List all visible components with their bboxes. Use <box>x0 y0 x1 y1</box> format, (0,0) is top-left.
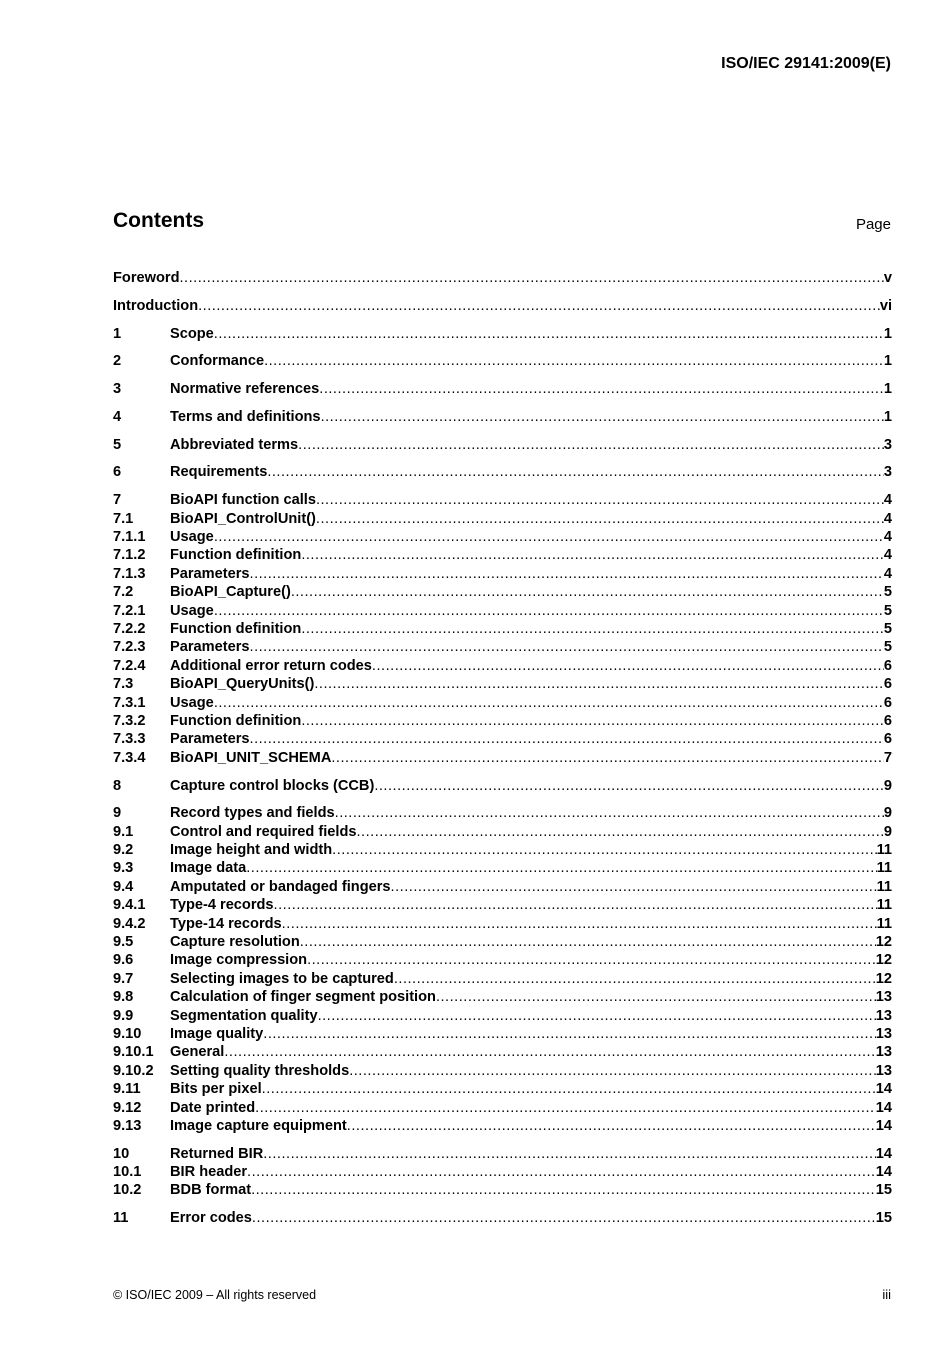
toc-entry-number: 9.2 <box>113 842 134 859</box>
toc-dot-leader <box>264 352 884 370</box>
toc-entry-page: v <box>883 270 892 286</box>
toc-dot-leader <box>255 1099 876 1117</box>
toc-dot-leader <box>318 1007 876 1025</box>
table-of-contents <box>113 269 892 1228</box>
toc-entry[interactable] <box>113 1025 892 1043</box>
toc-entry-number: 9.10.2 <box>113 1062 154 1079</box>
toc-entry[interactable] <box>113 712 892 730</box>
toc-entry-page: 13 <box>875 989 892 1006</box>
toc-entry-title: BioAPI_QueryUnits() <box>170 676 315 693</box>
toc-dot-leader <box>314 675 884 693</box>
toc-entry-title: Image data <box>170 860 247 877</box>
toc-dot-leader <box>347 1117 876 1135</box>
toc-entry-title: Capture resolution <box>170 934 300 951</box>
toc-entry-number: 10.2 <box>113 1182 142 1199</box>
toc-dot-leader <box>436 988 876 1006</box>
toc-entry-page: 1 <box>883 325 892 342</box>
toc-entry[interactable] <box>113 915 892 933</box>
toc-entry-page: 13 <box>875 1007 892 1024</box>
toc-dot-leader <box>301 546 884 564</box>
toc-entry-title: BioAPI_ControlUnit() <box>170 510 316 527</box>
toc-entry[interactable] <box>113 1007 892 1025</box>
toc-entry-page: 11 <box>876 860 892 877</box>
toc-entry-number: 7.1.1 <box>113 529 146 546</box>
toc-dot-leader <box>307 951 876 969</box>
toc-entry-page: 15 <box>875 1210 892 1227</box>
toc-dot-leader <box>252 1209 876 1227</box>
toc-entry[interactable] <box>113 749 892 767</box>
toc-dot-leader <box>372 657 884 675</box>
toc-entry-number: 7.1.3 <box>113 565 146 582</box>
toc-entry-page: 11 <box>876 897 892 914</box>
toc-entry-number: 7.3.1 <box>113 694 146 711</box>
toc-entry-number: 9.8 <box>113 989 134 1006</box>
toc-entry-number: 9.4.1 <box>113 897 146 914</box>
toc-entry-page: 3 <box>883 464 892 481</box>
toc-entry-number: 7.3 <box>113 676 134 693</box>
toc-entry-number: 2 <box>113 353 122 370</box>
toc-dot-leader <box>250 565 884 583</box>
toc-entry-page: 12 <box>875 934 892 951</box>
toc-dot-leader <box>246 859 876 877</box>
toc-entry[interactable] <box>113 1181 892 1199</box>
toc-entry[interactable] <box>113 694 892 712</box>
page-column-label: Page <box>855 216 891 233</box>
toc-entry-page: 4 <box>883 565 892 582</box>
toc-entry[interactable] <box>113 970 892 988</box>
toc-entry-page: 4 <box>883 529 892 546</box>
toc-entry[interactable] <box>113 730 892 748</box>
toc-entry[interactable] <box>113 380 892 398</box>
toc-dot-leader <box>331 749 884 767</box>
toc-dot-leader <box>267 463 884 481</box>
toc-entry[interactable] <box>113 436 892 454</box>
toc-entry-number: 9.1 <box>113 823 134 840</box>
toc-entry-number: 1 <box>113 325 122 342</box>
toc-entry-title: Function definition <box>170 712 302 729</box>
toc-entry-page: 13 <box>875 1062 892 1079</box>
toc-entry-title: BDB format <box>170 1182 252 1199</box>
toc-entry-page: 14 <box>875 1117 892 1134</box>
toc-entry-title: Conformance <box>170 353 265 370</box>
toc-entry-page: 14 <box>875 1081 892 1098</box>
toc-entry-number: 5 <box>113 436 122 453</box>
toc-entry-title: Function definition <box>170 620 302 637</box>
toc-entry-number: 9.10 <box>113 1025 142 1042</box>
toc-dot-leader <box>250 638 884 656</box>
toc-entry[interactable] <box>113 933 892 951</box>
toc-entry-page: 4 <box>883 547 892 564</box>
toc-entry[interactable] <box>113 1163 892 1181</box>
toc-entry[interactable] <box>113 988 892 1006</box>
toc-entry-number: 10 <box>113 1145 130 1162</box>
toc-entry-title: Introduction <box>113 297 199 314</box>
toc-dot-leader <box>263 1025 876 1043</box>
toc-entry[interactable] <box>113 325 892 343</box>
toc-entry-page: 13 <box>875 1025 892 1042</box>
toc-entry-title: Parameters <box>170 731 250 748</box>
toc-entry-page: 1 <box>883 408 892 425</box>
toc-entry[interactable] <box>113 1099 892 1117</box>
toc-entry[interactable] <box>113 675 892 693</box>
toc-entry[interactable] <box>113 878 892 896</box>
toc-entry-number: 9.11 <box>113 1081 141 1098</box>
toc-entry[interactable] <box>113 1117 892 1135</box>
toc-entry[interactable] <box>113 1145 892 1163</box>
toc-entry[interactable] <box>113 528 892 546</box>
toc-entry-number: 7.2.1 <box>113 602 146 619</box>
toc-entry-number: 9.13 <box>113 1117 142 1134</box>
toc-entry-title: Parameters <box>170 639 250 656</box>
toc-entry-page: 12 <box>875 970 892 987</box>
toc-entry-number: 10.1 <box>113 1164 142 1181</box>
toc-entry-page: 14 <box>875 1164 892 1181</box>
toc-entry[interactable] <box>113 546 892 564</box>
toc-entry-title: Type-4 records <box>170 897 274 914</box>
toc-entry-page: 4 <box>883 510 892 527</box>
toc-entry-title: Error codes <box>170 1210 252 1227</box>
toc-entry-page: 4 <box>883 492 892 509</box>
toc-entry-title: Image quality <box>170 1025 264 1042</box>
toc-entry-number: 7.3.2 <box>113 712 146 729</box>
toc-entry-number: 7.2.4 <box>113 657 146 674</box>
toc-dot-leader <box>291 583 884 601</box>
page-title: Contents <box>113 209 204 232</box>
toc-entry-title: Date printed <box>170 1099 256 1116</box>
toc-entry-title: Terms and definitions <box>170 408 321 425</box>
toc-entry-title: Selecting images to be captured <box>170 970 394 987</box>
toc-entry-page: 6 <box>883 676 892 693</box>
toc-dot-leader <box>274 896 877 914</box>
toc-entry-title: Usage <box>170 602 214 619</box>
toc-dot-leader <box>332 841 876 859</box>
toc-entry-page: 6 <box>883 694 892 711</box>
toc-entry[interactable] <box>113 408 892 426</box>
toc-entry-page: 9 <box>883 823 892 840</box>
toc-entry-number: 9 <box>113 805 122 822</box>
toc-entry-title: Function definition <box>170 547 302 564</box>
toc-entry[interactable] <box>113 638 892 656</box>
toc-dot-leader <box>247 1163 876 1181</box>
toc-entry-number: 9.6 <box>113 952 134 969</box>
toc-entry-title: Normative references <box>170 381 320 398</box>
toc-entry-number: 7.1 <box>113 510 134 527</box>
toc-entry-number: 7.2.3 <box>113 639 146 656</box>
toc-entry-page: 5 <box>883 639 892 656</box>
toc-dot-leader <box>316 491 884 509</box>
toc-dot-leader <box>214 528 884 546</box>
toc-dot-leader <box>179 269 883 287</box>
toc-entry[interactable] <box>113 297 892 315</box>
toc-entry-title: Requirements <box>170 464 268 481</box>
toc-entry-number: 9.9 <box>113 1007 134 1024</box>
toc-dot-leader <box>298 436 884 454</box>
toc-entry-page: 1 <box>883 353 892 370</box>
toc-entry-title: Setting quality thresholds <box>170 1062 350 1079</box>
toc-entry-number: 9.7 <box>113 970 134 987</box>
toc-dot-leader <box>300 933 876 951</box>
toc-dot-leader <box>282 915 877 933</box>
toc-entry-number: 9.5 <box>113 934 134 951</box>
toc-entry-title: Capture control blocks (CCB) <box>170 777 375 794</box>
toc-entry-page: 9 <box>883 777 892 794</box>
toc-dot-leader <box>251 1181 876 1199</box>
toc-entry-page: 13 <box>875 1044 892 1061</box>
toc-entry-page: 5 <box>883 584 892 601</box>
toc-dot-leader <box>250 730 884 748</box>
toc-entry[interactable] <box>113 823 892 841</box>
document-id: ISO/IEC 29141:2009(E) <box>721 55 891 72</box>
toc-entry-page: 6 <box>883 731 892 748</box>
toc-entry-number: 9.4 <box>113 878 134 895</box>
toc-entry-title: Foreword <box>113 270 180 286</box>
toc-dot-leader <box>391 878 877 896</box>
toc-entry-number: 3 <box>113 381 122 398</box>
toc-entry[interactable] <box>113 951 892 969</box>
toc-entry-title: Image compression <box>170 952 308 969</box>
toc-dot-leader <box>262 1080 876 1098</box>
toc-entry-title: Control and required fields <box>170 823 357 840</box>
toc-dot-leader <box>357 823 884 841</box>
toc-entry-page: 6 <box>883 712 892 729</box>
toc-dot-leader <box>214 694 884 712</box>
toc-entry-number: 9.12 <box>113 1099 142 1116</box>
toc-entry-number: 9.10.1 <box>113 1044 154 1061</box>
toc-entry-page: 5 <box>883 602 892 619</box>
toc-entry-title: Returned BIR <box>170 1145 264 1162</box>
toc-entry[interactable] <box>113 602 892 620</box>
toc-dot-leader <box>316 510 884 528</box>
toc-entry-page: 1 <box>883 381 892 398</box>
toc-dot-leader <box>349 1062 876 1080</box>
toc-entry-title: BioAPI function calls <box>170 492 316 509</box>
toc-dot-leader <box>335 804 884 822</box>
toc-entry[interactable] <box>113 583 892 601</box>
toc-dot-leader <box>301 620 884 638</box>
toc-entry[interactable] <box>113 1043 892 1061</box>
toc-entry-page: 11 <box>876 878 892 895</box>
toc-dot-leader <box>198 297 880 315</box>
toc-entry-number: 8 <box>113 777 122 794</box>
toc-entry-title: BioAPI_UNIT_SCHEMA <box>170 749 332 766</box>
toc-entry[interactable] <box>113 1062 892 1080</box>
toc-dot-leader <box>321 408 884 426</box>
toc-entry[interactable] <box>113 510 892 528</box>
toc-dot-leader <box>224 1043 875 1061</box>
toc-entry-number: 9.4.2 <box>113 915 146 932</box>
toc-entry-page: 3 <box>883 436 892 453</box>
toc-entry[interactable] <box>113 352 892 370</box>
toc-entry-title: Segmentation quality <box>170 1007 318 1024</box>
toc-entry[interactable] <box>113 896 892 914</box>
toc-dot-leader <box>214 325 884 343</box>
toc-entry-title: Record types and fields <box>170 805 335 822</box>
toc-entry-page: 5 <box>883 620 892 637</box>
toc-entry-title: Usage <box>170 694 214 711</box>
toc-entry[interactable] <box>113 269 892 287</box>
toc-entry-number: 7.3.4 <box>113 749 146 766</box>
toc-entry[interactable] <box>113 463 892 481</box>
toc-entry-number: 7 <box>113 492 122 509</box>
toc-entry[interactable] <box>113 804 892 822</box>
toc-entry-page: 14 <box>875 1145 892 1162</box>
toc-dot-leader <box>301 712 884 730</box>
toc-entry-page: 9 <box>883 805 892 822</box>
toc-entry-number: 7.1.2 <box>113 547 146 564</box>
toc-entry-number: 9.3 <box>113 860 134 877</box>
footer-copyright: © ISO/IEC 2009 – All rights reserved <box>113 1288 317 1302</box>
toc-entry[interactable] <box>113 859 892 877</box>
toc-entry-page: vi <box>879 297 892 314</box>
toc-entry-title: Parameters <box>170 565 250 582</box>
toc-entry-title: Scope <box>170 325 214 342</box>
footer-page-number: iii <box>882 1287 891 1302</box>
toc-dot-leader <box>214 602 884 620</box>
toc-dot-leader <box>374 777 884 795</box>
toc-entry[interactable] <box>113 565 892 583</box>
toc-entry-title: BIR header <box>170 1164 248 1181</box>
toc-entry-title: Additional error return codes <box>170 657 372 674</box>
toc-entry-page: 7 <box>883 749 892 766</box>
toc-entry-page: 12 <box>875 952 892 969</box>
toc-dot-leader <box>263 1145 876 1163</box>
toc-entry[interactable] <box>113 657 892 675</box>
toc-entry-number: 11 <box>113 1210 129 1227</box>
toc-entry-page: 6 <box>883 657 892 674</box>
toc-entry-number: 7.2 <box>113 584 134 601</box>
toc-entry-page: 11 <box>876 842 892 859</box>
toc-entry-title: Type-14 records <box>170 915 282 932</box>
toc-entry[interactable] <box>113 841 892 859</box>
toc-dot-leader <box>319 380 884 398</box>
toc-entry[interactable] <box>113 491 892 509</box>
toc-entry[interactable] <box>113 620 892 638</box>
toc-entry-number: 7.2.2 <box>113 620 146 637</box>
toc-entry-number: 7.3.3 <box>113 731 146 748</box>
toc-entry-title: Image capture equipment <box>170 1117 347 1134</box>
toc-entry[interactable] <box>113 1080 892 1098</box>
toc-entry[interactable] <box>113 1209 892 1227</box>
toc-entry-title: Image height and width <box>170 842 333 859</box>
toc-entry-title: Abbreviated terms <box>170 436 299 453</box>
toc-entry-title: General <box>170 1044 225 1061</box>
toc-entry-title: Bits per pixel <box>170 1081 262 1098</box>
toc-entry-page: 14 <box>875 1099 892 1116</box>
toc-entry[interactable] <box>113 777 892 795</box>
toc-entry-title: Usage <box>170 529 214 546</box>
toc-entry-number: 6 <box>113 464 122 481</box>
toc-dot-leader <box>394 970 876 988</box>
toc-entry-number: 4 <box>113 408 122 425</box>
toc-entry-page: 11 <box>876 915 892 932</box>
toc-entry-title: BioAPI_Capture() <box>170 584 291 601</box>
toc-entry-title: Amputated or bandaged fingers <box>170 878 391 895</box>
toc-entry-page: 15 <box>875 1182 892 1199</box>
toc-entry-title: Calculation of finger segment position <box>170 989 436 1006</box>
